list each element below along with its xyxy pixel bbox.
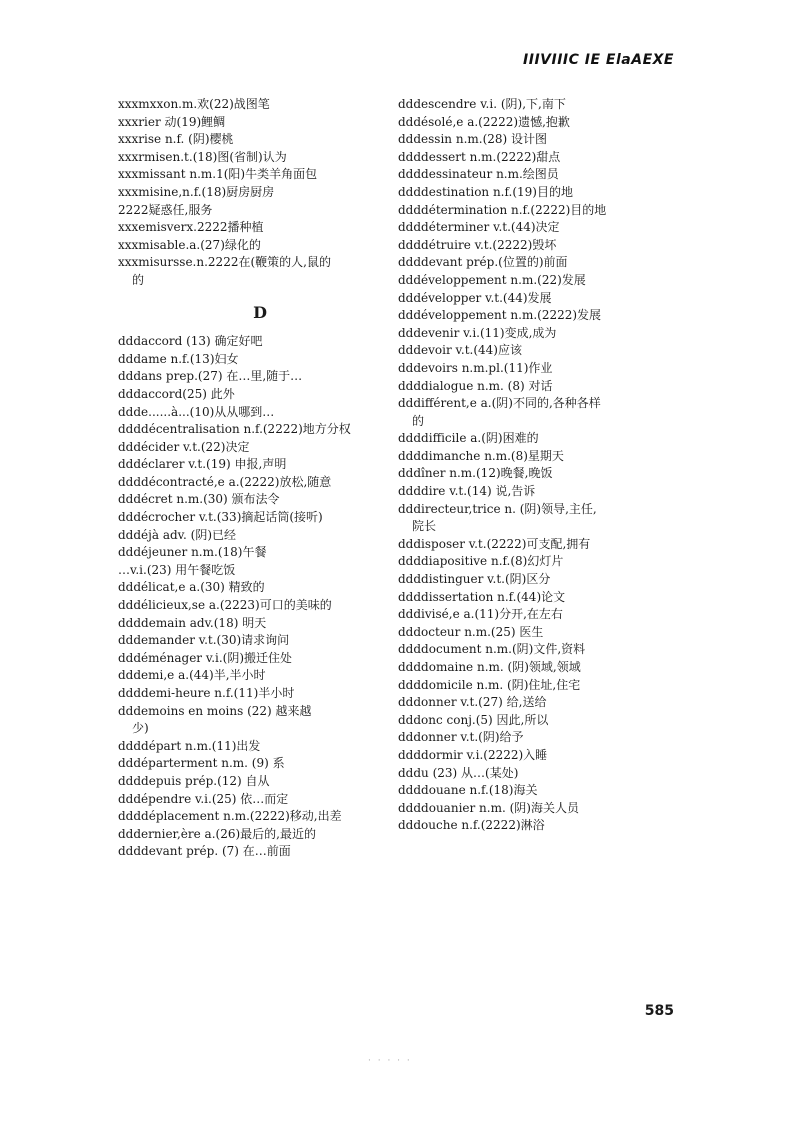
dictionary-entry: ddde......à...(10)从从哪到…	[118, 404, 275, 419]
dictionary-entry: dddemoins en moins (22) 越来越	[118, 703, 312, 718]
dictionary-entry: xxxmisable.a.(27)绿化的	[118, 237, 261, 252]
right-entries	[398, 96, 688, 413]
dictionary-entry: dddevoir v.t.(44)应该	[398, 343, 522, 358]
page-number: 585	[644, 1003, 674, 1019]
left-column	[118, 96, 403, 861]
page-header: IIIVIIIC IE ElaAEXE	[523, 52, 674, 68]
dictionary-entry: dddéveloppement n.m.(22)发展	[398, 272, 586, 287]
dictionary-entry: ddddire v.t.(14) 说,告诉	[398, 484, 536, 499]
dictionary-entry: ddddomicile n.m. (阴)住址,住宅	[398, 677, 581, 692]
dictionary-entry: ddddessinateur n.m.绘图员	[398, 167, 559, 182]
entry-continuation: 的	[132, 272, 145, 287]
dictionary-entry: ddddéplacement n.m.(2222)移动,出差	[118, 809, 342, 824]
dictionary-entry: ddddevant prép.(位置的)前面	[398, 255, 568, 270]
right-column	[398, 96, 688, 835]
dictionary-entry: ddddétruire v.t.(2222)毁坏	[398, 237, 557, 252]
dictionary-entry: ddddimanche n.m.(8)星期天	[398, 448, 564, 463]
dictionary-entry: ddddestination n.f.(19)目的地	[398, 184, 573, 199]
dictionary-entry: dddifférent,e a.(阴)不同的,各种各样	[398, 396, 601, 411]
dictionary-entry: xxxrise n.f. (阴)樱桃	[118, 132, 234, 147]
left-d-entries	[118, 333, 403, 720]
dictionary-entry: ddddécentralisation n.f.(2222)地方分权	[118, 422, 351, 437]
dictionary-entry: dddivisé,e a.(11)分开,在左右	[398, 607, 563, 622]
dictionary-entry: ddddistinguer v.t.(阴)区分	[398, 572, 551, 587]
dictionary-entry: dddécret n.m.(30) 颁布法令	[118, 492, 280, 507]
dictionary-entry: xxxmissant n.m.1(阳)牛类羊角面包	[118, 167, 318, 182]
dictionary-entry: dddisposer v.t.(2222)可支配,拥有	[398, 536, 591, 551]
dictionary-entry: dddélicieux,se a.(2223)可口的美味的	[118, 598, 332, 613]
dictionary-entry: dddonner v.t.(27) 给,送给	[398, 695, 547, 710]
dictionary-entry: dddevoirs n.m.pl.(11)作业	[398, 360, 553, 375]
dictionary-entry: ddddouanier n.m. (阴)海关人员	[398, 800, 579, 815]
dictionary-entry: xxxmxxon.m.欢(22)战图笔	[118, 97, 270, 111]
dictionary-entry: ddddiapositive n.f.(8)幻灯片	[398, 554, 564, 569]
section-letter	[118, 304, 403, 322]
dictionary-entry: ddddépart n.m.(11)出发	[118, 738, 261, 753]
dictionary-entry: dddessin n.m.(28) 设计图	[398, 132, 548, 147]
dictionary-entry: ddddormir v.i.(2222)入睡	[398, 747, 548, 762]
dictionary-entry: dddéjeuner n.m.(18)午餐	[118, 545, 267, 560]
dictionary-entry: dddéménager v.i.(阴)搬迁住处	[118, 650, 293, 665]
dictionary-entry: dddécider v.t.(22)决定	[118, 439, 250, 454]
dictionary-entry: dddocteur n.m.(25) 医生	[398, 624, 544, 639]
dictionary-entry: dddevenir v.i.(11)变成,成为	[398, 325, 557, 340]
scan-mark: · · · · ·	[368, 1056, 412, 1066]
dictionary-entry: ddddessert n.m.(2222)甜点	[398, 149, 561, 164]
dictionary-entry: dddécrocher v.t.(33)摘起话筒(接听)	[118, 510, 323, 525]
dictionary-entry: dddu (23) 从…(某处)	[398, 765, 519, 780]
dictionary-entry: ddddomaine n.m. (阴)领域,领域	[398, 660, 581, 674]
dictionary-entry: 2222疑惑任,服务	[118, 202, 213, 217]
dictionary-entry: dddescendre v.i. (阴),下,南下	[398, 97, 566, 111]
left-d-entries-2	[118, 738, 403, 861]
dictionary-entry: ddddevant prép. (7) 在…前面	[118, 844, 291, 859]
dictionary-entry: xxxemisverx.2222播种植	[118, 220, 264, 235]
dictionary-entry: dddonc conj.(5) 因此,所以	[398, 712, 549, 727]
dictionary-entry: xxxmisine,n.f.(18)厨房厨房	[118, 184, 275, 199]
dictionary-entry: dddemander v.t.(30)请求询问	[118, 633, 290, 648]
dictionary-entry: ddddemain adv.(18) 明天	[118, 615, 267, 630]
dictionary-entry: dddéjà adv. (阴)已经	[118, 527, 237, 542]
section-letter-d: D	[253, 302, 268, 322]
dictionary-entry: dddonner v.t.(阴)给予	[398, 730, 524, 745]
entry-continuation: 少)	[132, 721, 149, 736]
dictionary-entry: xxxmisursse.n.2222在(鞭策的人,鼠的	[118, 255, 331, 270]
dictionary-entry: dddans prep.(27) 在…里,随于…	[118, 369, 303, 384]
dictionary-entry: dddéveloppement n.m.(2222)发展	[398, 308, 602, 323]
dictionary-entry: xxxrmisen.t.(18)图(省制)认为	[118, 149, 287, 164]
dictionary-entry: dddaccord(25) 此外	[118, 386, 235, 401]
entry-continuation: 的	[412, 413, 425, 428]
dictionary-entry: ddddepuis prép.(12) 自从	[118, 773, 270, 788]
dictionary-entry: ddddécontracté,e a.(2222)放松,随意	[118, 474, 332, 489]
right-entries-3	[398, 536, 688, 835]
dictionary-entry: …v.i.(23) 用午餐吃饭	[118, 562, 236, 577]
dictionary-entry: dddésolé,e a.(2222)遗憾,抱歉	[398, 114, 570, 129]
entry-continuation: 院长	[412, 519, 437, 534]
dictionary-entry: ddddifficile a.(阴)困难的	[398, 431, 539, 446]
dictionary-entry: ddddocument n.m.(阴)文件,资料	[398, 642, 586, 657]
dictionary-entry: dddouche n.f.(2222)淋浴	[398, 818, 545, 833]
dictionary-entry: ddddéterminer v.t.(44)决定	[398, 220, 560, 235]
dictionary-entry: dddéclarer v.t.(19) 申报,声明	[118, 457, 287, 472]
dictionary-entry: dddéparterment n.m. (9) 系	[118, 756, 285, 771]
dictionary-entry: ddddouane n.f.(18)海关	[398, 783, 538, 798]
dictionary-entry: xxxrier 动(19)鲤鲷	[118, 114, 226, 129]
dictionary-entry: dddirecteur,trice n. (阴)领导,主任,	[398, 501, 597, 516]
dictionary-entry: dddévelopper v.t.(44)发展	[398, 290, 552, 305]
left-top-entries	[118, 96, 403, 272]
dictionary-entry: dddernier,ère a.(26)最后的,最近的	[118, 826, 316, 841]
dictionary-entry: ddddemi-heure n.f.(11)半小时	[118, 686, 295, 700]
dictionary-entry: ddddissertation n.f.(44)论文	[398, 589, 566, 604]
dictionary-entry: dddélicat,e a.(30) 精致的	[118, 580, 265, 595]
dictionary-entry: dddaccord (13) 确定好吧	[118, 334, 263, 349]
dictionary-entry: dddame n.f.(13)妇女	[118, 351, 239, 366]
dictionary-entry: dddépendre v.i.(25) 依…而定	[118, 791, 289, 806]
right-entries-2	[398, 430, 688, 518]
dictionary-entry: dddîner n.m.(12)晚餐,晚饭	[398, 466, 553, 481]
dictionary-entry: dddemi,e a.(44)半,半小时	[118, 668, 266, 683]
dictionary-entry: ddddialogue n.m. (8) 对话	[398, 378, 553, 393]
dictionary-entry: ddddétermination n.f.(2222)目的地	[398, 202, 607, 217]
